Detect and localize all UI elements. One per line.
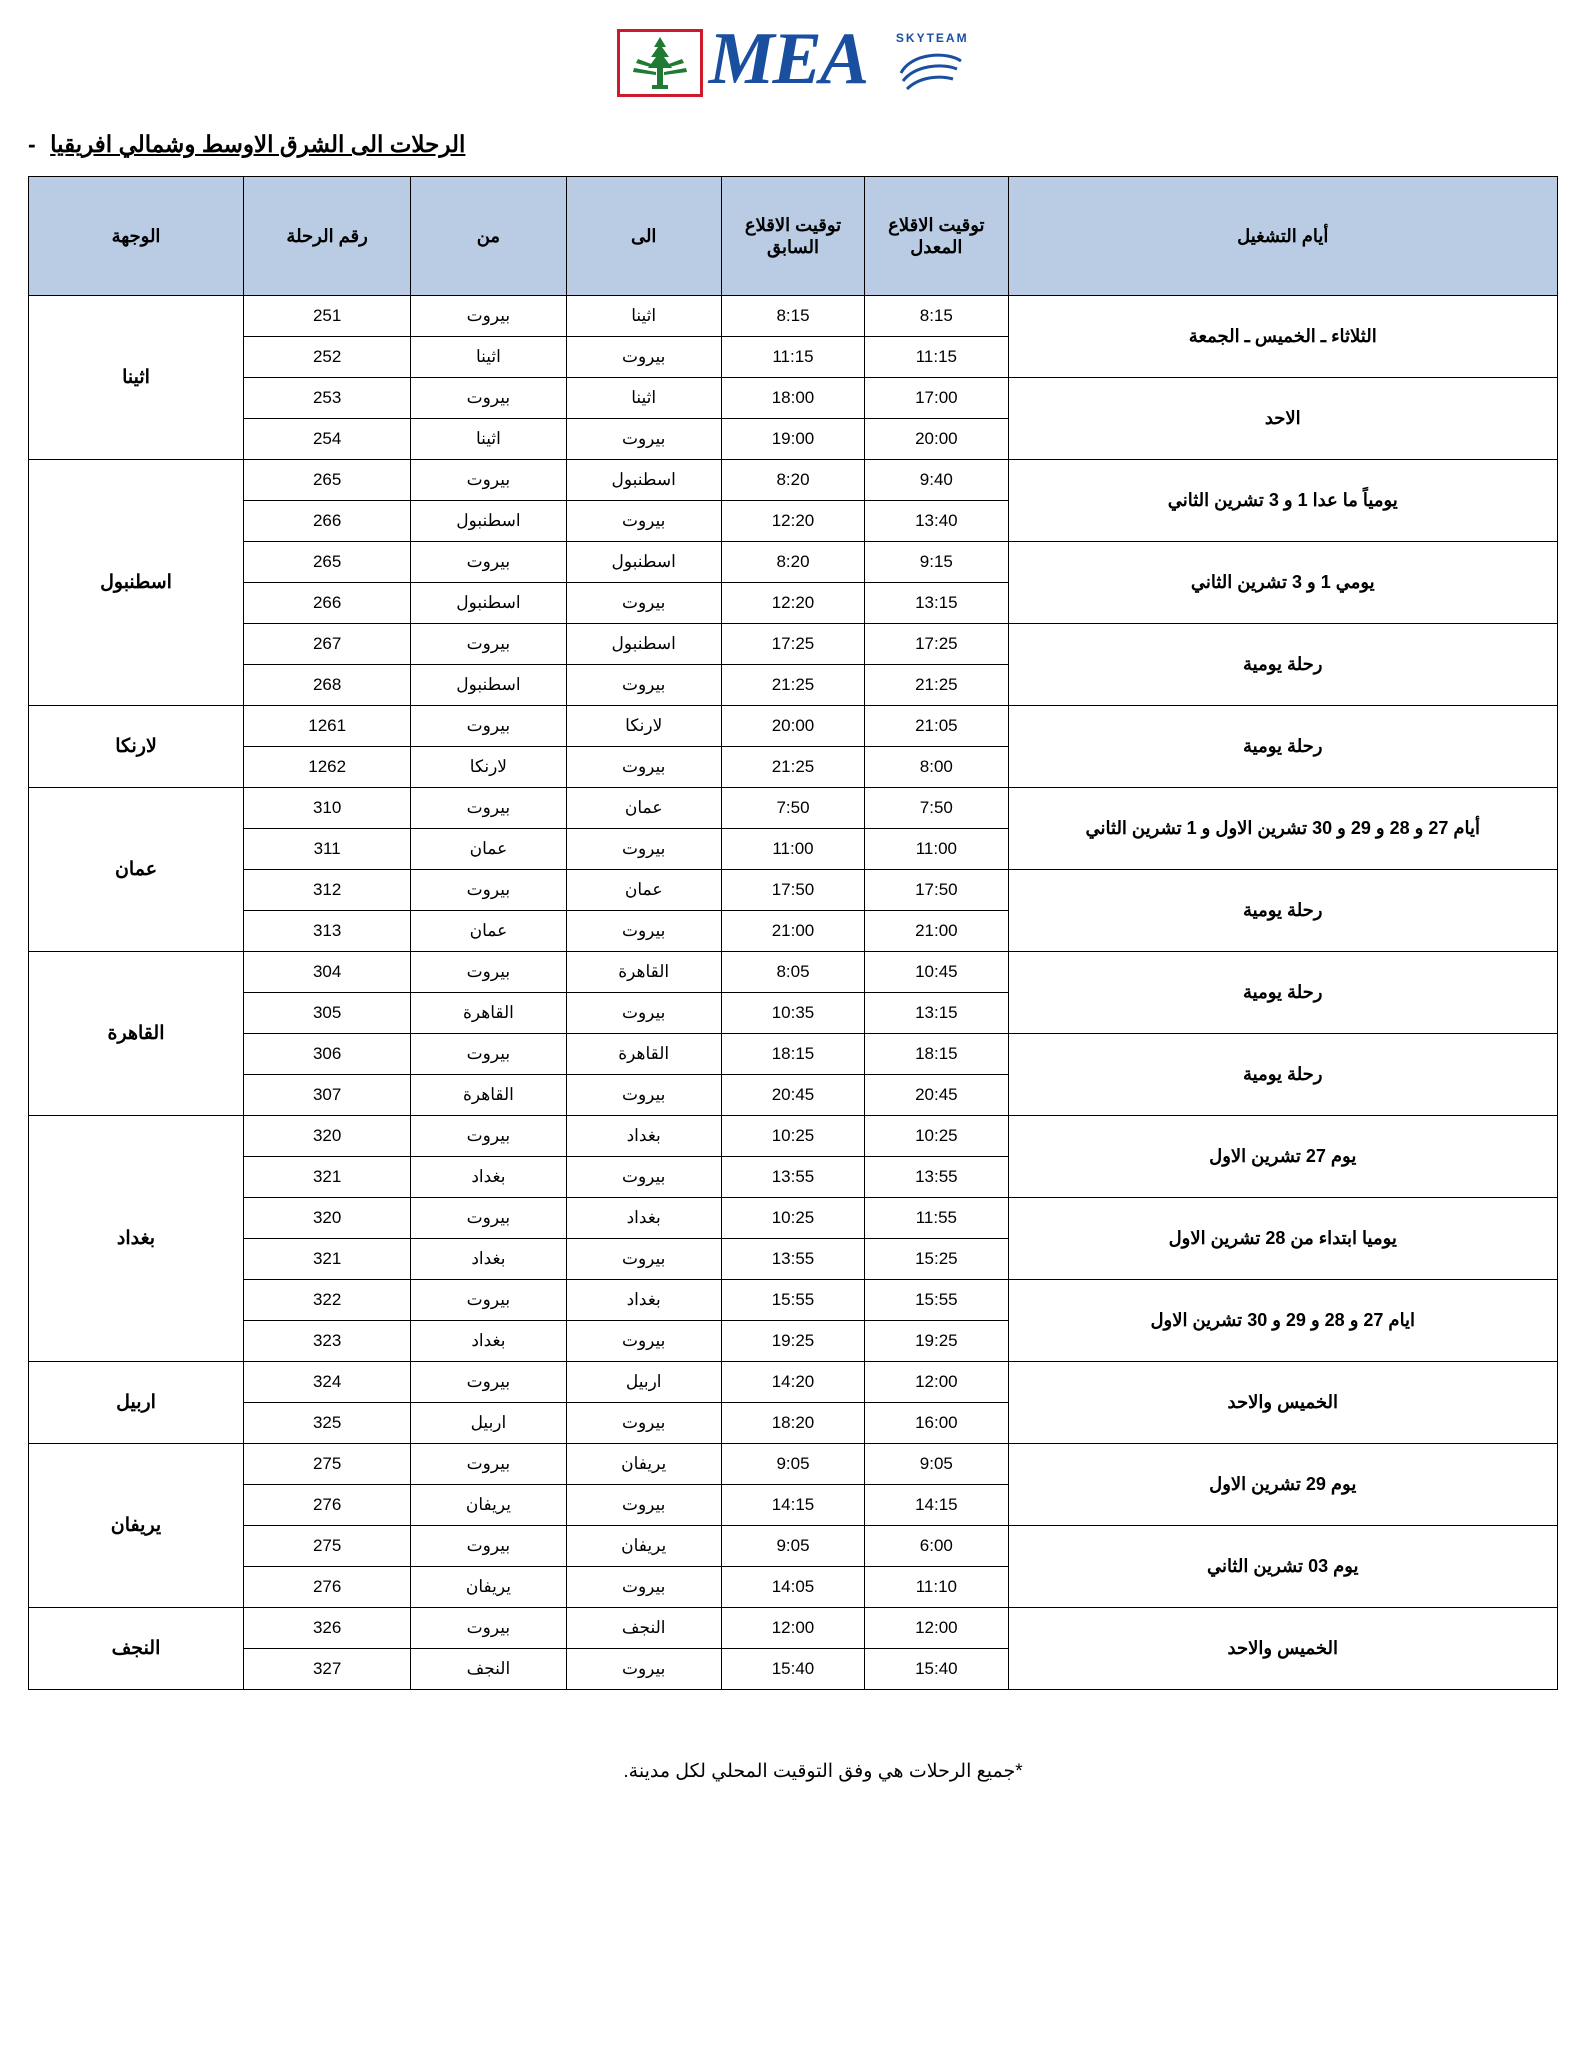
cell-flight-number: 324: [244, 1362, 411, 1403]
cell-new-departure-time: 15:40: [865, 1649, 1008, 1690]
cell-flight-number: 1261: [244, 706, 411, 747]
cell-operating-days: رحلة يومية: [1008, 1034, 1557, 1116]
cell-to: بغداد: [566, 1116, 721, 1157]
column-header-prev-time: توقيت الاقلاع السابق: [721, 177, 864, 296]
mea-wordmark: MEA: [708, 17, 868, 100]
cell-previous-departure-time: 13:55: [721, 1157, 864, 1198]
cedar-tree-icon: [617, 29, 703, 97]
cell-flight-number: 265: [244, 460, 411, 501]
cell-from: بيروت: [411, 1034, 566, 1075]
cell-previous-departure-time: 19:00: [721, 419, 864, 460]
cell-to: بيروت: [566, 665, 721, 706]
cell-new-departure-time: 19:25: [865, 1321, 1008, 1362]
cell-previous-departure-time: 12:00: [721, 1608, 864, 1649]
cell-flight-number: 304: [244, 952, 411, 993]
table-row: [29, 378, 1558, 419]
cell-from: بيروت: [411, 296, 566, 337]
cell-operating-days: رحلة يومية: [1008, 706, 1557, 788]
cell-previous-departure-time: 9:05: [721, 1444, 864, 1485]
table-body: [29, 296, 1558, 1690]
cell-new-departure-time: 21:00: [865, 911, 1008, 952]
cell-operating-days: يوميا ابتداء من 28 تشرين الاول: [1008, 1198, 1557, 1280]
cell-new-departure-time: 11:55: [865, 1198, 1008, 1239]
cell-to: اثينا: [566, 378, 721, 419]
cell-to: النجف: [566, 1608, 721, 1649]
cell-new-departure-time: 18:15: [865, 1034, 1008, 1075]
cell-previous-departure-time: 13:55: [721, 1239, 864, 1280]
cell-new-departure-time: 6:00: [865, 1526, 1008, 1567]
cell-operating-days: رحلة يومية: [1008, 870, 1557, 952]
cell-new-departure-time: 7:50: [865, 788, 1008, 829]
cell-from: بيروت: [411, 378, 566, 419]
cell-new-departure-time: 10:25: [865, 1116, 1008, 1157]
cell-flight-number: 322: [244, 1280, 411, 1321]
cell-flight-number: 254: [244, 419, 411, 460]
table-row: [29, 542, 1558, 583]
column-header-destination: الوجهة: [29, 177, 244, 296]
cell-to: اسطنبول: [566, 542, 721, 583]
cell-from: بيروت: [411, 1444, 566, 1485]
cell-to: بيروت: [566, 1321, 721, 1362]
cell-previous-departure-time: 9:05: [721, 1526, 864, 1567]
cell-from: بغداد: [411, 1321, 566, 1362]
cell-new-departure-time: 11:00: [865, 829, 1008, 870]
cell-flight-number: 327: [244, 1649, 411, 1690]
cell-flight-number: 253: [244, 378, 411, 419]
cell-previous-departure-time: 20:00: [721, 706, 864, 747]
column-header-from: من: [411, 177, 566, 296]
cell-to: بيروت: [566, 1075, 721, 1116]
cell-destination: عمان: [29, 788, 244, 952]
cell-flight-number: 267: [244, 624, 411, 665]
footnote: *جميع الرحلات هي وفق التوقيت المحلي لكل مدينة.: [623, 1761, 1023, 1782]
cell-from: بيروت: [411, 1280, 566, 1321]
cell-operating-days: الخميس والاحد: [1008, 1608, 1557, 1690]
cell-flight-number: 325: [244, 1403, 411, 1444]
cell-previous-departure-time: 8:20: [721, 542, 864, 583]
logo-area: [28, 0, 1558, 125]
cell-flight-number: 323: [244, 1321, 411, 1362]
table-row: [29, 870, 1558, 911]
cell-new-departure-time: 9:40: [865, 460, 1008, 501]
cell-from: بيروت: [411, 542, 566, 583]
cell-new-departure-time: 16:00: [865, 1403, 1008, 1444]
table-row: [29, 952, 1558, 993]
cell-from: اسطنبول: [411, 501, 566, 542]
cell-destination: اربيل: [29, 1362, 244, 1444]
cell-flight-number: 313: [244, 911, 411, 952]
column-header-flight-no: رقم الرحلة: [244, 177, 411, 296]
cell-from: بيروت: [411, 1526, 566, 1567]
skyteam-logo: [895, 31, 969, 95]
cell-flight-number: 265: [244, 542, 411, 583]
cell-flight-number: 252: [244, 337, 411, 378]
cell-operating-days: الثلاثاء ـ الخميس ـ الجمعة: [1008, 296, 1557, 378]
table-row: [29, 624, 1558, 665]
table-row: [29, 706, 1558, 747]
cell-from: يريفان: [411, 1567, 566, 1608]
table-row: [29, 460, 1558, 501]
cell-to: بيروت: [566, 1485, 721, 1526]
cell-to: القاهرة: [566, 1034, 721, 1075]
cell-flight-number: 320: [244, 1116, 411, 1157]
cell-new-departure-time: 21:25: [865, 665, 1008, 706]
cell-previous-departure-time: 8:20: [721, 460, 864, 501]
cell-new-departure-time: 12:00: [865, 1608, 1008, 1649]
cell-new-departure-time: 10:45: [865, 952, 1008, 993]
cell-new-departure-time: 13:55: [865, 1157, 1008, 1198]
cell-operating-days: يوم 27 تشرين الاول: [1008, 1116, 1557, 1198]
cell-from: اسطنبول: [411, 583, 566, 624]
cell-to: اسطنبول: [566, 624, 721, 665]
cell-flight-number: 266: [244, 583, 411, 624]
cell-previous-departure-time: 12:20: [721, 501, 864, 542]
cell-to: يريفان: [566, 1444, 721, 1485]
cell-from: بيروت: [411, 1198, 566, 1239]
cell-destination: يريفان: [29, 1444, 244, 1608]
cell-previous-departure-time: 10:35: [721, 993, 864, 1034]
cell-to: اربيل: [566, 1362, 721, 1403]
cell-new-departure-time: 8:15: [865, 296, 1008, 337]
flight-schedule-table: [28, 176, 1558, 1690]
cell-to: اثينا: [566, 296, 721, 337]
cell-previous-departure-time: 19:25: [721, 1321, 864, 1362]
cell-flight-number: 275: [244, 1526, 411, 1567]
cell-new-departure-time: 12:00: [865, 1362, 1008, 1403]
cell-to: بيروت: [566, 993, 721, 1034]
cell-to: بيروت: [566, 1157, 721, 1198]
table-row: [29, 1034, 1558, 1075]
cell-to: يريفان: [566, 1526, 721, 1567]
cell-operating-days: يومياً ما عدا 1 و 3 تشرين الثاني: [1008, 460, 1557, 542]
cell-new-departure-time: 17:25: [865, 624, 1008, 665]
cell-operating-days: يومي 1 و 3 تشرين الثاني: [1008, 542, 1557, 624]
cell-from: بيروت: [411, 1362, 566, 1403]
cell-from: بيروت: [411, 624, 566, 665]
cell-previous-departure-time: 14:20: [721, 1362, 864, 1403]
table-row: [29, 1280, 1558, 1321]
cell-new-departure-time: 21:05: [865, 706, 1008, 747]
page-title-text: الرحلات الى الشرق الاوسط وشمالي افريقيا: [50, 131, 466, 157]
cell-from: بيروت: [411, 1608, 566, 1649]
cell-to: بيروت: [566, 1567, 721, 1608]
cell-from: عمان: [411, 829, 566, 870]
table-header: [29, 177, 1558, 296]
cell-to: بيروت: [566, 1403, 721, 1444]
cell-new-departure-time: 15:55: [865, 1280, 1008, 1321]
cell-operating-days: رحلة يومية: [1008, 624, 1557, 706]
cell-new-departure-time: 17:50: [865, 870, 1008, 911]
cell-flight-number: 1262: [244, 747, 411, 788]
cell-from: اسطنبول: [411, 665, 566, 706]
cell-flight-number: 306: [244, 1034, 411, 1075]
cell-to: بغداد: [566, 1198, 721, 1239]
cell-to: بيروت: [566, 583, 721, 624]
cell-new-departure-time: 9:15: [865, 542, 1008, 583]
cell-new-departure-time: 15:25: [865, 1239, 1008, 1280]
cell-previous-departure-time: 14:05: [721, 1567, 864, 1608]
cell-destination: النجف: [29, 1608, 244, 1690]
column-header-to: الى: [566, 177, 721, 296]
cell-destination: لارنكا: [29, 706, 244, 788]
cell-from: اثينا: [411, 419, 566, 460]
cell-to: بيروت: [566, 419, 721, 460]
cell-new-departure-time: 13:15: [865, 993, 1008, 1034]
cell-to: بغداد: [566, 1280, 721, 1321]
cell-to: لارنكا: [566, 706, 721, 747]
table-header-row: [29, 177, 1558, 296]
cell-from: لارنكا: [411, 747, 566, 788]
table-row: [29, 296, 1558, 337]
cell-new-departure-time: 11:15: [865, 337, 1008, 378]
cell-previous-departure-time: 11:00: [721, 829, 864, 870]
cell-flight-number: 311: [244, 829, 411, 870]
cell-new-departure-time: 17:00: [865, 378, 1008, 419]
cell-previous-departure-time: 18:20: [721, 1403, 864, 1444]
cell-flight-number: 320: [244, 1198, 411, 1239]
cell-previous-departure-time: 8:15: [721, 296, 864, 337]
cell-to: بيروت: [566, 829, 721, 870]
cell-operating-days: رحلة يومية: [1008, 952, 1557, 1034]
cell-previous-departure-time: 10:25: [721, 1198, 864, 1239]
cell-flight-number: 321: [244, 1157, 411, 1198]
cell-destination: بغداد: [29, 1116, 244, 1362]
cell-flight-number: 310: [244, 788, 411, 829]
table-row: [29, 1608, 1558, 1649]
cell-previous-departure-time: 11:15: [721, 337, 864, 378]
cell-previous-departure-time: 18:15: [721, 1034, 864, 1075]
cell-flight-number: 276: [244, 1485, 411, 1526]
cell-flight-number: 305: [244, 993, 411, 1034]
cell-from: بيروت: [411, 1116, 566, 1157]
cell-to: بيروت: [566, 501, 721, 542]
skyteam-label: SKYTEAM: [895, 30, 969, 45]
cell-from: اربيل: [411, 1403, 566, 1444]
cell-previous-departure-time: 17:25: [721, 624, 864, 665]
skyteam-swoosh-icon: [895, 47, 969, 95]
cell-previous-departure-time: 14:15: [721, 1485, 864, 1526]
cell-operating-days: يوم 03 تشرين الثاني: [1008, 1526, 1557, 1608]
cell-to: عمان: [566, 870, 721, 911]
cell-from: يريفان: [411, 1485, 566, 1526]
cell-new-departure-time: 8:00: [865, 747, 1008, 788]
cell-new-departure-time: 20:45: [865, 1075, 1008, 1116]
cell-from: بيروت: [411, 870, 566, 911]
cell-to: القاهرة: [566, 952, 721, 993]
cell-from: بيروت: [411, 952, 566, 993]
cell-new-departure-time: 13:15: [865, 583, 1008, 624]
cell-to: اسطنبول: [566, 460, 721, 501]
cell-from: بغداد: [411, 1239, 566, 1280]
mea-logo: [617, 17, 868, 100]
cell-operating-days: أيام 27 و 28 و 29 و 30 تشرين الاول و 1 تشرين الثاني: [1008, 788, 1557, 870]
cell-previous-departure-time: 7:50: [721, 788, 864, 829]
cell-previous-departure-time: 8:05: [721, 952, 864, 993]
cell-operating-days: الخميس والاحد: [1008, 1362, 1557, 1444]
cell-to: بيروت: [566, 337, 721, 378]
cell-flight-number: 312: [244, 870, 411, 911]
cell-flight-number: 251: [244, 296, 411, 337]
cell-flight-number: 268: [244, 665, 411, 706]
column-header-days: أيام التشغيل: [1008, 177, 1557, 296]
cell-operating-days: يوم 29 تشرين الاول: [1008, 1444, 1557, 1526]
cell-operating-days: ايام 27 و 28 و 29 و 30 تشرين الاول: [1008, 1280, 1557, 1362]
cell-to: بيروت: [566, 747, 721, 788]
table-row: [29, 1444, 1558, 1485]
cell-to: بيروت: [566, 1239, 721, 1280]
cell-flight-number: 276: [244, 1567, 411, 1608]
column-header-new-time: توقيت الاقلاع المعدل: [865, 177, 1008, 296]
cell-previous-departure-time: 15:55: [721, 1280, 864, 1321]
cell-new-departure-time: 14:15: [865, 1485, 1008, 1526]
cell-previous-departure-time: 20:45: [721, 1075, 864, 1116]
cell-new-departure-time: 9:05: [865, 1444, 1008, 1485]
cell-from: النجف: [411, 1649, 566, 1690]
table-row: [29, 1198, 1558, 1239]
table-row: [29, 788, 1558, 829]
cell-previous-departure-time: 17:50: [721, 870, 864, 911]
cell-destination: اثينا: [29, 296, 244, 460]
cell-from: بغداد: [411, 1157, 566, 1198]
cell-from: القاهرة: [411, 993, 566, 1034]
cell-from: بيروت: [411, 706, 566, 747]
cell-new-departure-time: 13:40: [865, 501, 1008, 542]
cell-operating-days: الاحد: [1008, 378, 1557, 460]
cell-to: بيروت: [566, 1649, 721, 1690]
cell-previous-departure-time: 21:25: [721, 665, 864, 706]
cell-flight-number: 321: [244, 1239, 411, 1280]
cell-to: عمان: [566, 788, 721, 829]
cell-from: بيروت: [411, 460, 566, 501]
cell-destination: اسطنبول: [29, 460, 244, 706]
cell-flight-number: 275: [244, 1444, 411, 1485]
page-title: [28, 125, 1558, 176]
page-title-dash: -: [28, 131, 36, 157]
cell-previous-departure-time: 12:20: [721, 583, 864, 624]
cell-flight-number: 307: [244, 1075, 411, 1116]
cell-previous-departure-time: 15:40: [721, 1649, 864, 1690]
cell-previous-departure-time: 10:25: [721, 1116, 864, 1157]
table-row: [29, 1526, 1558, 1567]
cell-flight-number: 266: [244, 501, 411, 542]
table-row: [29, 1116, 1558, 1157]
cell-from: عمان: [411, 911, 566, 952]
cell-from: بيروت: [411, 788, 566, 829]
cell-flight-number: 326: [244, 1608, 411, 1649]
cell-previous-departure-time: 18:00: [721, 378, 864, 419]
cell-previous-departure-time: 21:00: [721, 911, 864, 952]
cell-new-departure-time: 11:10: [865, 1567, 1008, 1608]
cell-previous-departure-time: 21:25: [721, 747, 864, 788]
cell-destination: القاهرة: [29, 952, 244, 1116]
table-row: [29, 1362, 1558, 1403]
cell-to: بيروت: [566, 911, 721, 952]
cell-from: القاهرة: [411, 1075, 566, 1116]
cell-from: اثينا: [411, 337, 566, 378]
cell-new-departure-time: 20:00: [865, 419, 1008, 460]
